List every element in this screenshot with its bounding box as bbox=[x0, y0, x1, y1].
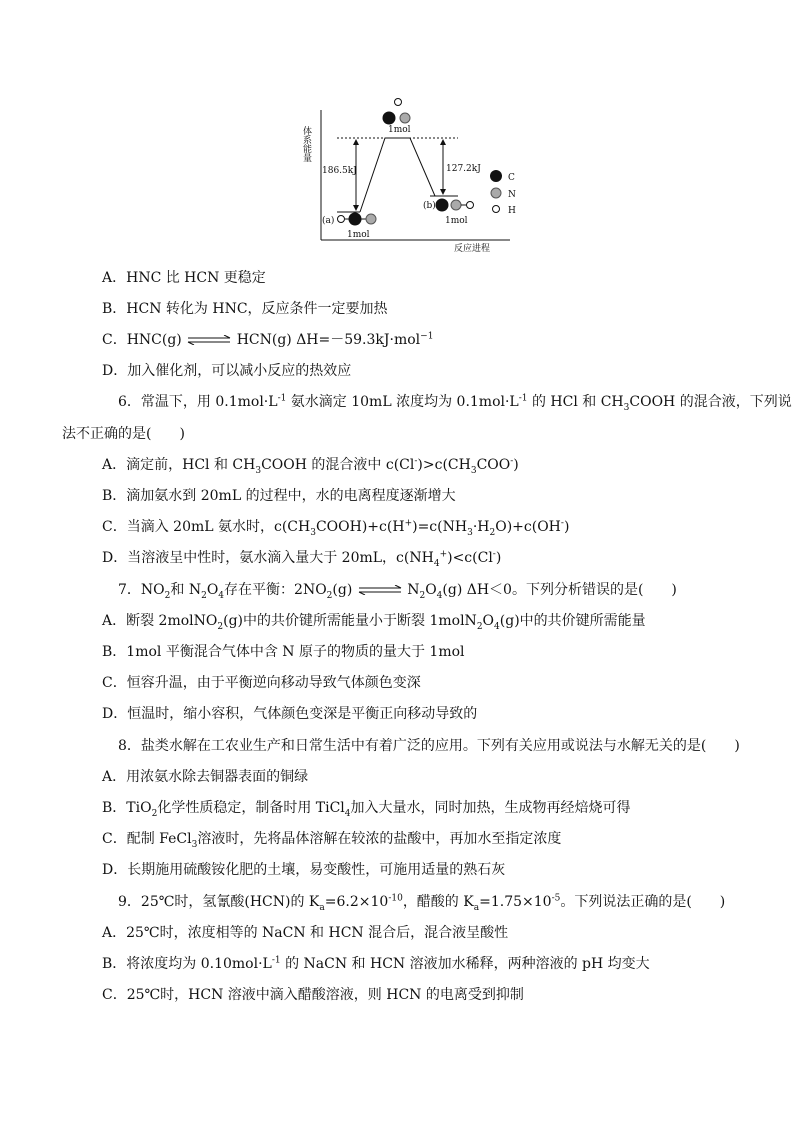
q6-option-d: D．当溶液呈中性时，氨水滴入量大于 20mL，$c(NH_4^+)<c(Cl^-)$ bbox=[102, 549, 502, 569]
q6-option-c: C．当滴入 20mL 氨水时，$c(CH_3COOH)+c(H^+)=c(NH_3\cdot H_2O)+c(OH^-)$ bbox=[102, 518, 570, 538]
a-n-atom bbox=[366, 214, 376, 224]
q8-option-a: A．用浓氨水除去铜器表面的铜绿 bbox=[102, 769, 309, 785]
q6-option-a: A．滴定前，HCl 和 $CH_3COOH$ 的混合液中 $c(Cl^-)>c(CH_3COO^-)$ bbox=[102, 456, 519, 476]
q9-option-b: B．将浓度均为 $0.10mol\cdot L^{-1}$ 的 NaCN 和 HCN 溶液加水稀释，两种溶液的 pH 均变大 bbox=[102, 955, 650, 972]
q7-option-c: C．恒容升温，由于平衡逆向移动导致气体颜色变深 bbox=[102, 675, 421, 691]
a-c-atom bbox=[349, 213, 362, 226]
equilibrium-arrow-icon bbox=[357, 585, 403, 595]
legend-n-label: N bbox=[508, 190, 516, 200]
a-label: (a) bbox=[322, 216, 335, 226]
q8-option-d: D．长期施用硫酸铵化肥的土壤，易变酸性，可施用适量的熟石灰 bbox=[102, 862, 506, 878]
q6-stem-line1: 6．常温下，用 $0.1mol\cdot L^{-1}$ 氨水滴定 10mL 浓度均为 $0.1mol\cdot L^{-1}$ 的 HCl 和 $CH_3COOH$ 的混合液，下列说 bbox=[118, 393, 792, 413]
q7-option-d: D．恒温时，缩小容积，气体颜色变深是平衡正向移动导致的 bbox=[102, 706, 478, 722]
q8-option-c: C．配制 FeCl$_3$溶液时，先将晶体溶解在较浓的盐酸中，再加水至指定浓度 bbox=[102, 831, 562, 850]
q5-option-c: C．HNC(g) HCN(g) ΔH=－59.3kJ·mol$^{-1}$ bbox=[102, 331, 434, 348]
q7-option-b: B．1mol 平衡混合气体中含 N 原子的物质的量大于 1mol bbox=[102, 644, 465, 660]
q9-option-a: A．25℃时，浓度相等的 NaCN 和 HCN 混合后，混合液呈酸性 bbox=[102, 925, 509, 941]
b-n-atom bbox=[451, 200, 461, 210]
b-c-atom bbox=[436, 199, 449, 212]
a-mol-label: 1mol bbox=[347, 230, 370, 240]
ts-n-atom bbox=[400, 113, 410, 123]
q6-stem-line2: 法不正确的是( ) bbox=[62, 426, 185, 442]
y-axis-label: 体系能量 bbox=[301, 126, 311, 162]
ts-c-atom bbox=[383, 112, 396, 125]
legend-n-icon bbox=[491, 188, 501, 198]
q8-stem: 8．盐类水解在工农业生产和日常生活中有着广泛的应用。下列有关应用或说法与水解无关的是( ) bbox=[118, 738, 740, 754]
delta-a-label: 186.5kJ bbox=[322, 166, 357, 176]
q6-option-b: B．滴加氨水到 20mL 的过程中，水的电离程度逐渐增大 bbox=[102, 488, 456, 504]
legend-c-label: C bbox=[508, 173, 515, 183]
ts-h-atom bbox=[395, 99, 402, 106]
q7-stem: 7．$NO_2$和 $N_2O_4$存在平衡：$2NO_2(g)$ $N_2O_4(g)$ ΔH＜0。下列分析错误的是( ) bbox=[118, 582, 677, 601]
legend-h-icon bbox=[493, 206, 500, 213]
equilibrium-arrow-icon bbox=[186, 335, 232, 345]
q9-option-c: C．25℃时，HCN 溶液中滴入醋酸溶液，则 HCN 的电离受到抑制 bbox=[102, 987, 524, 1003]
q7-option-a: A．断裂 2molNO$_2$(g)中的共价键所需能量小于断裂 $1molN_2O_4(g)$中的共价键所需能量 bbox=[102, 613, 646, 632]
q8-option-b: B．TiO$_2$化学性质稳定，制备时用 TiCl$_4$加入大量水，同时加热，生成物再经焙烧可得 bbox=[102, 800, 631, 819]
b-label: (b) bbox=[423, 201, 436, 211]
q9-stem: 9．25℃时，氢氰酸(HCN)的 $K_a=6.2\times 10^{-10}$，醋酸的 $K_a=1.75\times 10^{-5}$。下列说法正确的是( ) bbox=[118, 893, 726, 913]
ts-mol-label: 1mol bbox=[388, 125, 411, 135]
legend-c-icon bbox=[490, 170, 502, 182]
x-axis-label: 反应进程 bbox=[454, 244, 491, 254]
legend-h-label: H bbox=[508, 206, 516, 216]
delta-b-label: 127.2kJ bbox=[446, 164, 481, 174]
energy-diagram bbox=[0, 0, 794, 270]
q5-option-b: B．HCN 转化为 HNC，反应条件一定要加热 bbox=[102, 301, 388, 317]
q5-option-a: A．HNC 比 HCN 更稳定 bbox=[102, 270, 266, 286]
b-mol-label: 1mol bbox=[445, 216, 468, 226]
q5-option-d: D．加入催化剂，可以减小反应的热效应 bbox=[102, 363, 352, 379]
